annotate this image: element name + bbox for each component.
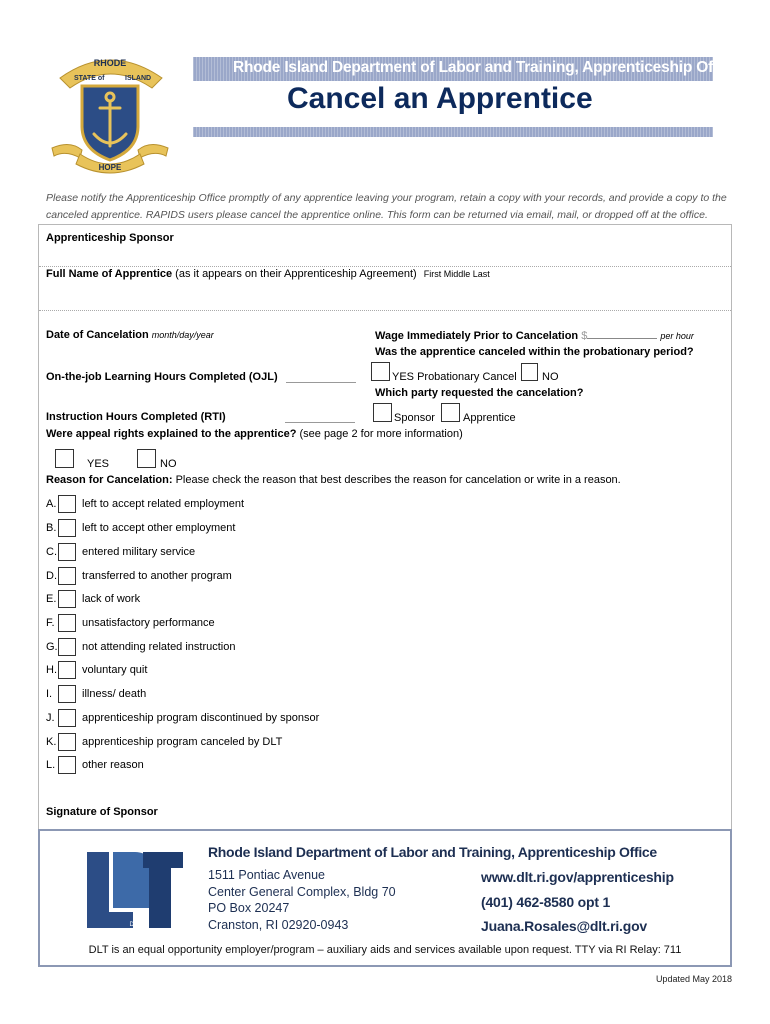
reason-text: other reason [82, 759, 144, 771]
reason-text: entered military service [82, 546, 196, 558]
reason-text: lack of work [82, 593, 141, 605]
probation-no-checkbox[interactable] [521, 363, 538, 381]
title-underline-band [193, 127, 713, 137]
address-line: PO Box 20247 [208, 901, 290, 915]
svg-text:DLT: DLT [129, 922, 141, 928]
reason-label: Reason for Cancelation: [46, 474, 173, 486]
probation-question: Was the apprentice canceled within the probationary period? [375, 346, 694, 358]
address-line: Cranston, RI 02920-0943 [208, 918, 349, 932]
reason-letter: H. [46, 664, 57, 676]
full-name-label: Full Name of Apprentice [46, 268, 173, 280]
reason-text: not attending related instruction [82, 641, 236, 653]
email-link[interactable]: Juana.Rosales@dlt.ri.gov [481, 918, 648, 934]
reason-checkbox[interactable] [58, 567, 76, 585]
date-row [46, 329, 214, 341]
full-name-row [46, 268, 490, 280]
reason-text: illness/ death [82, 688, 147, 700]
svg-text:HOPE: HOPE [98, 163, 122, 172]
rhode-island-seal [40, 50, 180, 174]
party-sponsor-checkbox[interactable] [373, 403, 392, 422]
appeal-hint: (see page 2 for more information) [299, 428, 463, 440]
intro-text: Please notify the Apprenticeship Office promptly of any apprentice leaving your program, retain a copy with your records, and provide a copy to the canceled apprentice. RAPIDS users please cancel the apprentice online. This form can be returned via email, mail, or dropped off at the office. [46, 192, 727, 221]
svg-text:ISLAND: ISLAND [125, 75, 152, 82]
probation-yes-label: YES Probationary Cancel [392, 371, 517, 383]
reason-checkbox[interactable] [58, 638, 76, 656]
wage-row [375, 328, 694, 342]
name-parts-hint: First Middle Last [423, 269, 490, 279]
signature-label: Signature of Sponsor [46, 806, 158, 818]
website-link[interactable]: www.dlt.ri.gov/apprenticeship [481, 869, 674, 885]
appeal-question: Were appeal rights explained to the apprentice? [46, 428, 297, 440]
reason-letter: J. [46, 712, 55, 724]
party-apprentice-checkbox[interactable] [441, 403, 460, 422]
reason-text: apprenticeship program canceled by DLT [82, 736, 283, 748]
updated-date: Updated May 2018 [655, 974, 732, 984]
dlt-logo [83, 850, 187, 930]
sponsor-label: Apprenticeship Sponsor [46, 232, 174, 244]
svg-text:RHODE: RHODE [93, 58, 127, 68]
reason-checkbox[interactable] [58, 661, 76, 679]
department-banner [193, 57, 739, 81]
appeal-no-checkbox[interactable] [137, 449, 156, 468]
rti-label: Instruction Hours Completed (RTI) [46, 411, 226, 423]
appeal-row [46, 428, 463, 440]
ojl-field[interactable] [286, 370, 356, 383]
full-name-hint: (as it appears on their Apprenticeship Agreement) [175, 268, 417, 280]
date-hint: month/day/year [151, 330, 214, 340]
svg-text:STATE of: STATE of [74, 75, 105, 82]
reason-letter: L. [46, 759, 56, 771]
party-question: Which party requested the cancelation? [375, 387, 584, 399]
probation-yes-checkbox[interactable] [371, 362, 390, 381]
divider [39, 266, 731, 267]
rti-field[interactable] [285, 410, 355, 423]
reason-text: transferred to another program [82, 570, 232, 582]
full-name-field[interactable] [46, 284, 726, 308]
reason-letter: D. [46, 570, 57, 582]
reason-text: voluntary quit [82, 664, 148, 676]
ojl-label: On-the-job Learning Hours Completed (OJL) [46, 371, 278, 383]
reason-row [46, 474, 621, 486]
signature-field[interactable] [170, 800, 720, 820]
party-sponsor-label: Sponsor [394, 412, 435, 424]
page-title: Cancel an Apprentice [287, 82, 593, 115]
reason-checkbox[interactable] [58, 709, 76, 727]
date-label: Date of Cancelation [46, 329, 149, 341]
sponsor-field[interactable] [46, 246, 726, 262]
footer-department: Rhode Island Department of Labor and Training, Apprenticeship Office [208, 844, 657, 860]
reason-checkbox[interactable] [58, 495, 76, 513]
party-apprentice-label: Apprentice [463, 412, 516, 424]
reason-text: unsatisfactory performance [82, 617, 215, 629]
wage-currency: $ [581, 330, 588, 342]
reason-checkbox[interactable] [58, 590, 76, 608]
reason-checkbox[interactable] [58, 519, 76, 537]
appeal-yes-checkbox[interactable] [55, 449, 74, 468]
wage-unit: per hour [660, 331, 694, 341]
reason-text: left to accept related employment [82, 498, 245, 510]
wage-label: Wage Immediately Prior to Cancelation [375, 330, 579, 342]
reason-checkbox[interactable] [58, 543, 76, 561]
reason-letter: F. [46, 617, 55, 629]
reason-letter: B. [46, 522, 57, 534]
eeo-statement: DLT is an equal opportunity employer/program – auxiliary aids and services available upon request. TTY via RI Relay: 711 [88, 944, 682, 956]
address-line: Center General Complex, Bldg 70 [208, 885, 396, 899]
department-name: Rhode Island Department of Labor and Training, Apprenticeship Office [233, 59, 739, 76]
reason-checkbox[interactable] [58, 685, 76, 703]
appeal-no-label: NO [160, 458, 177, 470]
probation-no-label: NO [542, 371, 559, 383]
reason-text: left to accept other employment [82, 522, 236, 534]
phone-number: (401) 462-8580 opt 1 [481, 894, 611, 910]
reason-letter: G. [46, 641, 58, 653]
divider [39, 310, 731, 311]
reason-letter: C. [46, 546, 57, 558]
reason-hint: Please check the reason that best describes the reason for cancelation or write in a reason. [175, 474, 621, 486]
wage-field[interactable] [587, 328, 657, 339]
reason-checkbox[interactable] [58, 756, 76, 774]
appeal-yes-label: YES [87, 458, 110, 470]
address-line: 1511 Pontiac Avenue [208, 868, 325, 882]
reason-checkbox[interactable] [58, 614, 76, 632]
reason-letter: E. [46, 593, 57, 605]
reason-checkbox[interactable] [58, 733, 76, 751]
reason-letter: K. [46, 736, 57, 748]
reason-letter: A. [46, 498, 57, 510]
reason-text: apprenticeship program discontinued by sponsor [82, 712, 320, 724]
reason-letter: I. [46, 688, 53, 700]
